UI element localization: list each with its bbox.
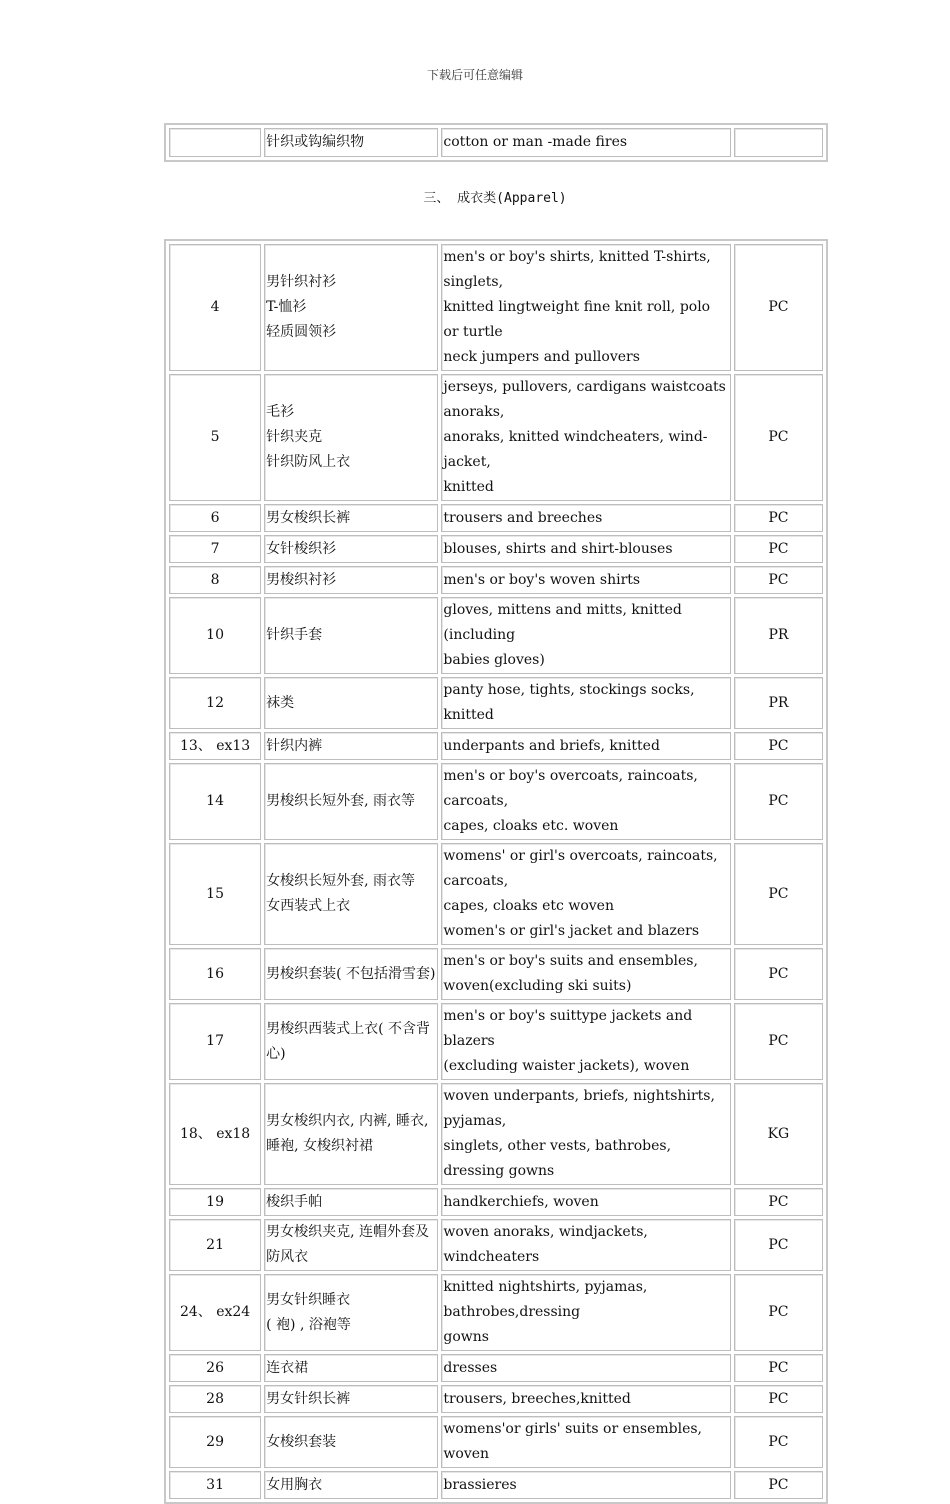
description-line: gowns (443, 1329, 489, 1345)
item-number: 13、 ex13 (169, 732, 261, 760)
item-number: 7 (169, 535, 261, 563)
unit: PC (734, 1385, 823, 1413)
description-line: 针织夹克 (266, 429, 323, 445)
description-line: men's or boy's suits and ensembles, (443, 953, 698, 969)
description-line: 男梭织西装式上衣( 不含背 (266, 1020, 431, 1037)
description-line: 男女梭织内衣, 内裤, 睡衣, (266, 1113, 429, 1129)
description-line: T-恤衫 (266, 299, 307, 315)
description-line: 针织内裤 (266, 737, 323, 754)
item-number: 26 (169, 1354, 261, 1382)
item-number: 14 (169, 763, 261, 840)
description-line: woven underpants, briefs, nightshirts, pyjamas, (443, 1088, 715, 1129)
unit: PC (734, 1003, 823, 1080)
table-row (169, 948, 823, 1000)
table-row (169, 244, 823, 371)
description-line: 女针梭织衫 (266, 540, 337, 557)
english-description (441, 566, 730, 594)
chinese-description (264, 1416, 438, 1468)
description-line: men's or boy's woven shirts (443, 571, 641, 588)
chinese-description (264, 374, 438, 501)
description-line: knitted (443, 479, 494, 495)
unit: PC (734, 566, 823, 594)
description-line: ( 袍) , 浴袍等 (266, 1316, 351, 1333)
table-row (169, 1385, 823, 1413)
chinese-description (264, 1471, 438, 1499)
unit: PC (734, 1188, 823, 1216)
item-number: 31 (169, 1471, 261, 1499)
description-line: 男梭织长短外套, 雨衣等 (266, 793, 416, 809)
english-description (441, 1354, 730, 1382)
table-row (169, 843, 823, 945)
english-description (441, 843, 730, 945)
chinese-description: 针织或钩编织物 (264, 128, 438, 157)
chinese-description (264, 1219, 438, 1271)
description-line: 男梭织衬衫 (266, 571, 337, 588)
item-number: 10 (169, 597, 261, 674)
description-line: (excluding waister jackets), woven (443, 1058, 690, 1074)
description-line: trousers, breeches,knitted (443, 1390, 631, 1407)
description-line: 男梭织套装( 不包括滑雪套) (266, 965, 436, 982)
description-line: handkerchiefs, woven (443, 1193, 599, 1210)
chinese-description (264, 677, 438, 729)
description-line: brassieres (443, 1476, 517, 1493)
table-row (169, 1354, 823, 1382)
description-line: men's or boy's overcoats, raincoats, carcoats, (443, 768, 698, 809)
table-row (169, 566, 823, 594)
description-line: capes, cloaks etc woven (443, 898, 614, 914)
description-line: capes, cloaks etc. woven (443, 818, 619, 834)
chinese-description (264, 535, 438, 563)
chinese-description (264, 1003, 438, 1080)
description-line: neck jumpers and pullovers (443, 349, 640, 365)
item-number: 4 (169, 244, 261, 371)
unit: PC (734, 843, 823, 945)
chinese-description (264, 763, 438, 840)
chinese-description (264, 1083, 438, 1185)
unit: PC (734, 374, 823, 501)
description-line: knitted lingtweight fine knit roll, polo or turtle (443, 299, 711, 340)
description-line: woven anoraks, windjackets, windcheaters (443, 1224, 648, 1265)
description-line: 女西装式上衣 (266, 898, 351, 914)
description-line: 女用胸衣 (266, 1476, 323, 1493)
table-row (169, 1083, 823, 1185)
description-line: woven(excluding ski suits) (443, 978, 632, 994)
unit: PC (734, 1274, 823, 1351)
description-line: 轻质圆领衫 (266, 324, 337, 340)
item-number: 19 (169, 1188, 261, 1216)
description-line: womens' or girl's overcoats, raincoats, carcoats, (443, 848, 718, 889)
chinese-description (264, 597, 438, 674)
table-row (169, 597, 823, 674)
table-row (169, 1274, 823, 1351)
unit: PC (734, 244, 823, 371)
table-row (169, 677, 823, 729)
description-line: anoraks, knitted windcheaters, wind-jacket, (443, 429, 708, 470)
table-row (169, 128, 823, 157)
table-row (169, 1188, 823, 1216)
english-description (441, 948, 730, 1000)
english-description (441, 504, 730, 532)
description-line: panty hose, tights, stockings socks, knitted (443, 682, 695, 723)
item-number (169, 128, 261, 157)
description-line: 女梭织套装 (266, 1433, 337, 1450)
description-line: 男女针织长裤 (266, 1390, 351, 1407)
english-description (441, 763, 730, 840)
apparel-table-body (169, 244, 823, 1499)
english-description (441, 1274, 730, 1351)
page-header-note: 下载后可任意编辑 (426, 68, 523, 82)
section-title: 三、 成衣类(Apparel) (423, 191, 567, 206)
english-description (441, 244, 730, 371)
item-number: 5 (169, 374, 261, 501)
item-number: 8 (169, 566, 261, 594)
description-line: 男女梭织夹克, 连帽外套及 (266, 1224, 430, 1240)
english-description (441, 1471, 730, 1499)
item-number: 15 (169, 843, 261, 945)
description-line: 女梭织长短外套, 雨衣等 (266, 873, 416, 889)
description-line: 防风衣 (266, 1249, 309, 1265)
table-row (169, 1219, 823, 1271)
description-line: underpants and briefs, knitted (443, 737, 660, 754)
fabric-table (164, 123, 828, 162)
table-row (169, 1003, 823, 1080)
unit: PC (734, 1354, 823, 1382)
table-row (169, 1416, 823, 1468)
item-number: 12 (169, 677, 261, 729)
description-line: dresses (443, 1359, 498, 1376)
english-description (441, 535, 730, 563)
description-line: womens'or girls' suits or ensembles, woven (443, 1421, 703, 1462)
item-number: 6 (169, 504, 261, 532)
description-line: 袜类 (266, 694, 295, 711)
english-description (441, 1083, 730, 1185)
table-row (169, 504, 823, 532)
chinese-description (264, 566, 438, 594)
item-number: 18、 ex18 (169, 1083, 261, 1185)
unit: PC (734, 1471, 823, 1499)
description-line: 睡袍, 女梭织衬裙 (266, 1138, 374, 1154)
unit: PC (734, 732, 823, 760)
apparel-table (164, 239, 828, 1504)
unit: PC (734, 535, 823, 563)
description-line: 针织防风上衣 (266, 454, 351, 470)
table-row (169, 732, 823, 760)
description-line: babies gloves) (443, 652, 545, 668)
unit: PC (734, 763, 823, 840)
unit: PC (734, 1219, 823, 1271)
item-number: 21 (169, 1219, 261, 1271)
unit: PR (734, 677, 823, 729)
english-description (441, 1003, 730, 1080)
description-line: gloves, mittens and mitts, knitted (including (443, 602, 682, 643)
chinese-description (264, 1354, 438, 1382)
description-line: 毛衫 (266, 404, 295, 420)
english-description (441, 1188, 730, 1216)
english-description: cotton or man -made fires (441, 128, 730, 157)
table-row (169, 535, 823, 563)
description-line: men's or boy's shirts, knitted T-shirts, singlets, (443, 249, 711, 290)
item-number: 24、 ex24 (169, 1274, 261, 1351)
item-number: 17 (169, 1003, 261, 1080)
english-description (441, 677, 730, 729)
description-line: women's or girl's jacket and blazers (443, 923, 700, 939)
chinese-description (264, 1188, 438, 1216)
table-row (169, 763, 823, 840)
description-line: 男针织衬衫 (266, 274, 337, 290)
description-line: singlets, other vests, bathrobes, dressing gowns (443, 1138, 672, 1179)
description-line: 梭织手帕 (266, 1193, 323, 1210)
chinese-description (264, 1274, 438, 1351)
description-line: 心) (266, 1045, 286, 1062)
description-line: 男女梭织长裤 (266, 509, 351, 526)
description-line: knitted nightshirts, pyjamas, bathrobes,dressing (443, 1279, 648, 1320)
unit: KG (734, 1083, 823, 1185)
english-description (441, 1416, 730, 1468)
chinese-description (264, 948, 438, 1000)
description-line: 针织手套 (266, 627, 323, 643)
item-number: 16 (169, 948, 261, 1000)
description-line: trousers and breeches (443, 509, 603, 526)
chinese-description (264, 843, 438, 945)
chinese-description (264, 244, 438, 371)
table-row (169, 374, 823, 501)
unit: PC (734, 1416, 823, 1468)
unit: PC (734, 948, 823, 1000)
unit (734, 128, 823, 157)
item-number: 28 (169, 1385, 261, 1413)
table-row (169, 1471, 823, 1499)
item-number: 29 (169, 1416, 261, 1468)
unit: PC (734, 504, 823, 532)
description-line: blouses, shirts and shirt-blouses (443, 540, 673, 557)
unit: PR (734, 597, 823, 674)
english-description (441, 597, 730, 674)
description-line: jerseys, pullovers, cardigans waistcoats anoraks, (443, 379, 726, 420)
english-description (441, 1385, 730, 1413)
chinese-description (264, 1385, 438, 1413)
english-description (441, 732, 730, 760)
english-description (441, 1219, 730, 1271)
description-line: 男女针织睡衣 (266, 1291, 351, 1308)
description-line: men's or boy's suittype jackets and blazers (443, 1008, 693, 1049)
english-description (441, 374, 730, 501)
chinese-description (264, 504, 438, 532)
description-line: 连衣裙 (266, 1359, 309, 1376)
chinese-description (264, 732, 438, 760)
